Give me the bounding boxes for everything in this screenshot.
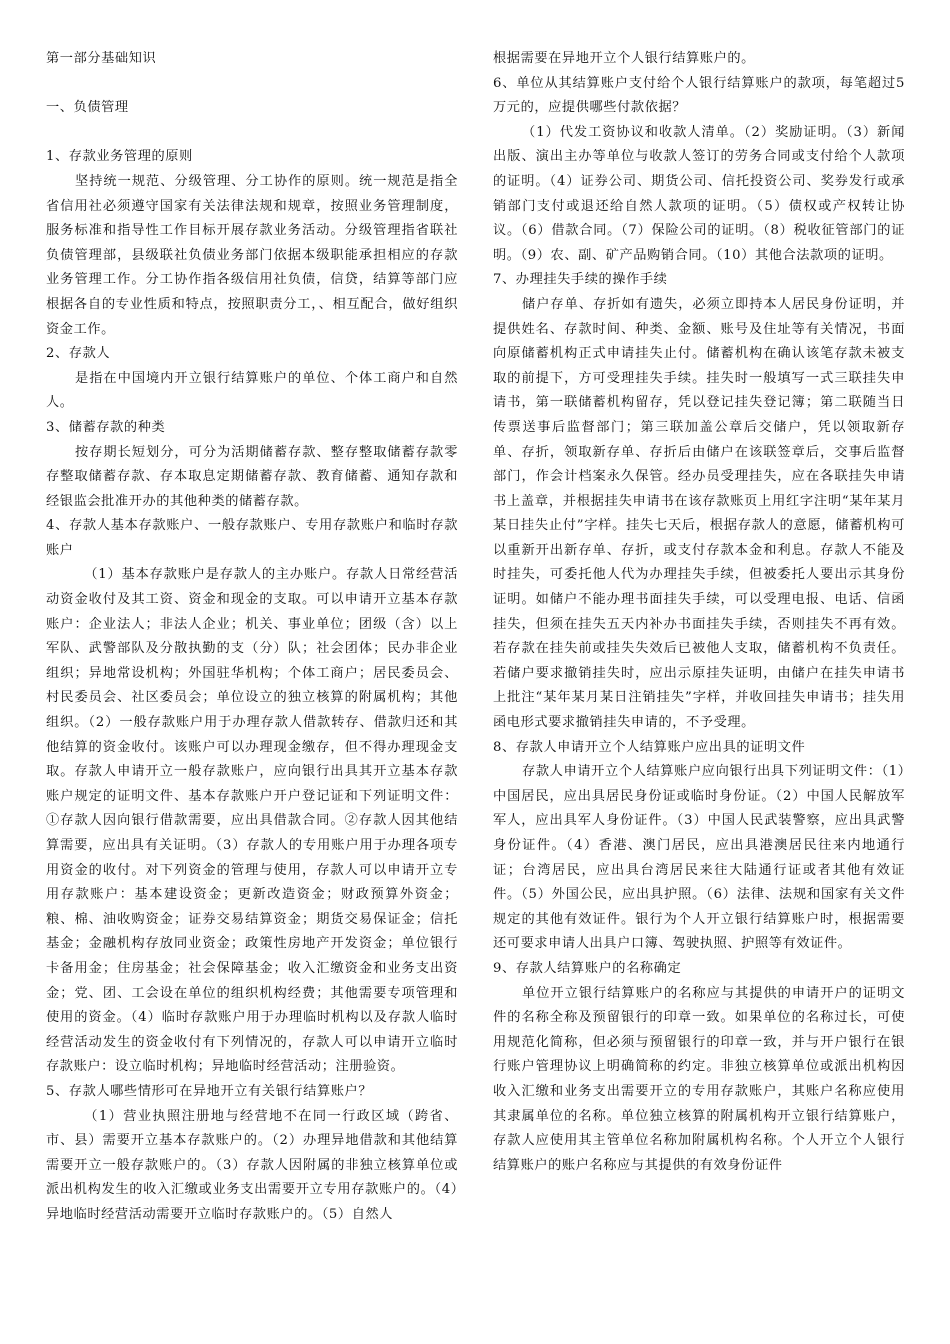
subsection-3-title: 3、储蓄存款的种类 (46, 419, 166, 435)
subsection-9-title: 9、存款人结算账户的名称确定 (493, 960, 682, 976)
part-title: 第一部分基础知识 (46, 51, 157, 66)
right-column (493, 47, 905, 1178)
spacer (46, 121, 458, 146)
subsection-4-body: （1）基本存款账户是存款人的主办账户。存款人日常经营活动资金收付及其工资、资金和现金的支取。可以申请开立基本存款账户：企业法人；非法人企业；机关、事业单位；团级（含）以上军队、武警部队及分散执勤的支（分）队；社会团体；民办非企业组织；异地常设机构；外国驻华机构；个体工商户；居民委员会、村民委员会、社区委员会；单位设立的独立核算的附属机构；其他组织。（2）一般存款账户用于办理存款人借款转存、借款归还和其他结算的资金收付。该账户可以办理现金缴存，但不得办理现金支取。存款人申请开立一般存款账户，应向银行出具其开立基本存款账户规定的证明文件、基本存款账户开户登记证和下列证明文件：①存款人因向银行借款需要，应出具借款合同。②存款人因其他结算需要，应出具有关证明。（3）存款人的专用账户用于办理各项专用资金的收付。对下列资金的管理与使用，存款人可以申请开立专用存款账户：基本建设资金；更新改造资金；财政预算外资金；粮、棉、油收购资金；证券交易结算资金；期货交易保证金；信托基金；金融机构存放同业资金；政策性房地产开发资金；单位银行卡备用金；住房基金；社会保障基金；收入汇缴资金和业务支出资金；党、团、工会设在单位的组织机构经费；其他需要专项管理和使用的资金。（4）临时存款账户用于办理临时机构以及存款人临时经营活动发生的资金收付有下列情况的，存款人可以申请开立临时存款账户：设立临时机构；异地临时经营活动；注册验资。 (46, 567, 458, 1075)
subsection-3-body: 按存期长短划分，可分为活期储蓄存款、整存整取储蓄存款零存整取储蓄存款、存本取息定期储蓄存款、教育储蓄、通知存款和经银监会批准开办的其他种类的储蓄存款。 (46, 444, 458, 509)
subsection-7-title: 7、办理挂失手续的操作手续 (493, 272, 668, 288)
subsection-4-title: 4、存款人基本存款账户、一般存款账户、专用存款账户和临时存款账户 (46, 518, 458, 558)
subsection-5-continued: 根据需要在异地开立个人银行结算账户的。 (493, 51, 755, 66)
subsection-7-body: 储户存单、存折如有遗失，必须立即持本人居民身份证明，并提供姓名、存款时间、种类、金额、账号及住址等有关情况，书面向原储蓄机构正式申请挂失止付。储蓄机构在确认该笔存款未被支取的前提下，方可受理挂失手续。挂失时一般填写一式三联挂失申请书，第一联储蓄机构留存，凭以登记挂失登记簿；第二联随当日传票送事后监督部门；第三联加盖公章后交储户，凭以领取新存单、存折，领取新存单、存折后由储户在该联签章后，交事后监督部门，作会计档案永久保管。经办员受理挂失，应在各联挂失申请书上盖章，并根据挂失申请书在该存款账页上用红字注明“某年某月某日挂失止付”字样。挂失七天后，根据存款人的意愿，储蓄机构可以重新开出新存单、存折，或支付存款本金和利息。存款人不能及时挂失，可委托他人代为办理挂失手续，但被委托人要出示其身份证明。如储户不能办理书面挂失手续，可以受理电报、电话、信函挂失，但须在挂失五天内补办书面挂失手续，否则挂失不再有效。若存款在挂失前或挂失失效后已被他人支取，储蓄机构不负责任。若储户要求撤销挂失时，应出示原挂失证明，由储户在挂失申请书上批注“某年某月某日注销挂失”字样，并收回挂失申请书；挂失用函电形式要求撤销挂失申请的，不予受理。 (493, 296, 905, 731)
subsection-6-body: （1）代发工资协议和收款人清单。（2）奖励证明。（3）新闻出版、演出主办等单位与收款人签订的劳务合同或支付给个人款项的证明。（4）证券公司、期货公司、信托投资公司、奖券发行或承销部门支付或退还给自然人款项的证明。（5）债权或产权转让协议。（6）借款合同。（7）保险公司的证明。（8）税收征管部门的证明。（9）农、副、矿产品购销合同。（10）其他合法款项的证明。 (493, 124, 905, 263)
subsection-8-title: 8、存款人申请开立个人结算账户应出具的证明文件 (493, 739, 806, 755)
subsection-9-body: 单位开立银行结算账户的名称应与其提供的申请开户的证明文件的名称全称及预留银行的印章一致。如果单位的名称过长，可使用规范化简称，但必须与预留银行的印章一致，并与开户银行在银行账户管理协议上明确简称的约定。非独立核算单位或派出机构因收入汇缴和业务支出需要开立的专用存款账户，其账户名称应使用其隶属单位的名称。单位独立核算的附属机构开立银行结算账户，存款人应使用其主管单位名称加附属机构名称。个人开立个人银行结算账户的账户名称应与其提供的有效身份证件 (493, 985, 905, 1173)
subsection-1-title: 1、存款业务管理的原则 (46, 149, 193, 165)
section-title: 一、负债管理 (46, 100, 129, 116)
subsection-2-title: 2、存款人 (46, 346, 111, 362)
subsection-6-title: 6、单位从其结算账户支付给个人银行结算账户的款项，每笔超过5万元的，应提供哪些付款依据？ (493, 75, 905, 116)
subsection-5-title: 5、存款人哪些情形可在异地开立有关银行结算账户？ (46, 1083, 373, 1099)
subsection-5-body: （1）营业执照注册地与经营地不在同一行政区域（跨省、市、县）需要开立基本存款账户的。（2）办理异地借款和其他结算需要开立一般存款账户的。（3）存款人因附属的非独立核算单位或派出机构发生的收入汇缴或业务支出需要开立专用存款账户的。（4）异地临时经营活动需要开立临时存款账户的。（5）自然人 (46, 1108, 458, 1222)
spacer (46, 72, 458, 97)
subsection-2-body: 是指在中国境内开立银行结算账户的单位、个体工商户和自然人。 (46, 370, 458, 411)
left-column (46, 47, 458, 1228)
subsection-8-body: 存款人申请开立个人结算账户应向银行出具下列证明文件：（1）中国居民，应出具居民身份证或临时身份证。（2）中国人民解放军军人，应出具军人身份证件。（3）中国人民武装警察，应出具武警身份证件。（4）香港、澳门居民，应出具港澳居民往来内地通行证；台湾居民，应出具台湾居民来往大陆通行证或者其他有效证件。（5）外国公民，应出具护照。（6）法律、法规和国家有关文件规定的其他有效证件。银行为个人开立银行结算账户时，根据需要还可要求申请人出具户口簿、驾驶执照、护照等有效证件。 (493, 764, 905, 952)
subsection-1-body: 坚持统一规范、分级管理、分工协作的原则。统一规范是指全省信用社必须遵守国家有关法律法规和规章，按照业务管理制度，服务标准和指导性工作目标开展存款业务活动。分级管理指省联社负债管理部，县级联社负债业务部门依据本级职能承担相应的存款业务管理工作。分工协作指各级信用社负债，信贷，结算等部门应根据各自的专业性质和特点，按照职责分工，、相互配合，做好组织资金工作。 (46, 173, 458, 337)
